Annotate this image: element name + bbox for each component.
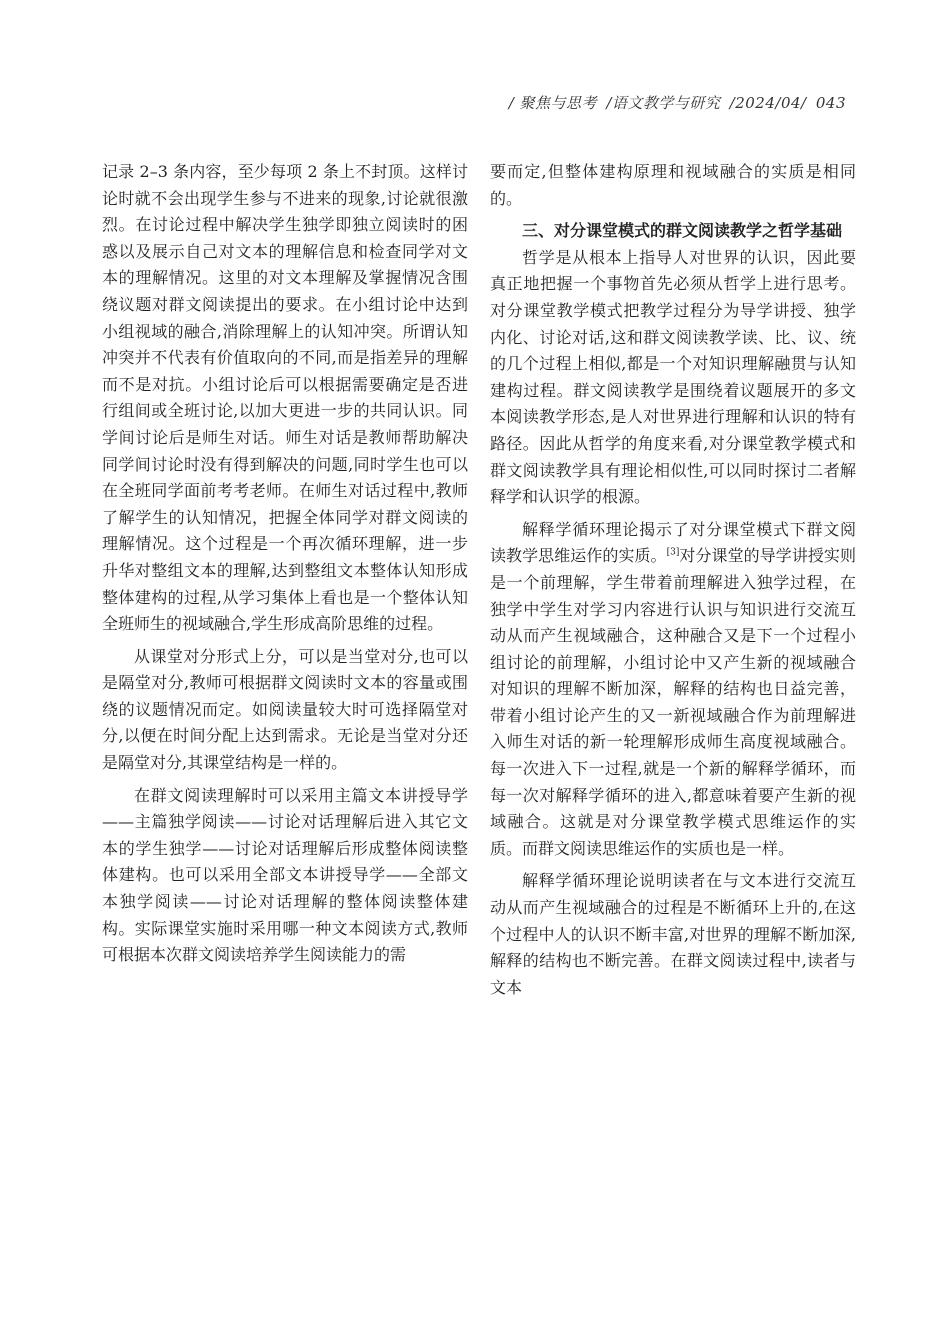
paragraph: 在群文阅读理解时可以采用主篇文本讲授导学——主篇独学阅读——讨论对话理解后进入其它文本的学生独学——讨论对话理解后形成整体阅读整体建构。也可以采用全部文本讲授导学——全部文本独学阅读——讨论对话理解的整体阅读整体建构。实际课堂实施时采用哪一种文本阅读方式,教师可根据本次群文阅读培养学生阅读能力的需 xyxy=(102,785,468,965)
paragraph-text: 解释学循环理论揭示了对分课堂模式下群文阅读教学思维运作的实质。 xyxy=(490,519,856,566)
header-page-number: 043 xyxy=(815,94,846,112)
paragraph: 从课堂对分形式上分，可以是当堂对分,也可以是隔堂对分,教师可根据群文阅读时文本的容量或围绕的议题情况而定。如阅读量较大时可选择隔堂对分,以便在时间分配上达到需求。无论是当堂对分还是隔堂对分,其课堂结构是一样的。 xyxy=(102,646,468,773)
paragraph: 记录 2–3 条内容，至少每项 2 条上不封顶。这样讨论时就不会出现学生参与不进来的现象,讨论就很激烈。在讨论过程中解决学生独学即独立阅读时的困惑以及展示自己对文本的理解信息和检查同学对文本的理解情况。这里的对文本理解及掌握情况含围绕议题对群文阅读提出的要求。在小组讨论中达到小组视域的融合,消除理解上的认知冲突。所谓认知冲突并不代表有价值取向的不同,而是指差异的理解而不是对抗。小组讨论后可以根据需要确定是否进行组间或全班讨论,以加大更进一步的共同认识。同学间讨论后是师生对话。师生对话是教师帮助解决同学间讨论时没有得到解决的问题,同时学生也可以在全班同学面前考考老师。在师生对话过程中,教师了解学生的认知情况，把握全体同学对群文阅读的理解情况。这个过程是一个再次循环理解，进一步升华对整组文本的理解,达到整组文本整体认知形成整体建构的过程,从学习集体上看也是一个整体认知全班师生的视域融合,学生形成高阶思维的过程。 xyxy=(102,162,468,634)
header-journal: /语文教学与研究 xyxy=(606,94,721,112)
left-column xyxy=(102,159,468,969)
paragraph: 哲学是从根本上指导人对世界的认识，因此要真正地把握一个事物首先必须从哲学上进行思考。对分课堂教学模式把教学过程分为导学讲授、独学内化、讨论对话,这和群文阅读教学读、比、议、统的几个过程上相似,都是一个对知识理解融贯与认知建构过程。群文阅读教学是围绕着议题展开的多文本阅读教学形态,是人对世界进行理解和认识的特有路径。因此从哲学的角度来看,对分课堂教学模式和群文阅读教学具有理论相似性,可以同时探讨二者解释学和认识学的根源。 xyxy=(490,247,856,507)
paragraph xyxy=(490,517,856,863)
paragraph: 要而定,但整体建构原理和视域融合的实质是相同的。 xyxy=(490,162,856,208)
section-heading: 三、对分课堂模式的群文阅读教学之哲学基础 xyxy=(522,221,843,241)
header-section: / 聚焦与思考 xyxy=(508,94,598,112)
right-column xyxy=(490,159,856,1001)
paragraph: 解释学循环理论说明读者在与文本进行交流互动从而产生视域融合的过程是不断循环上升的,在这个过程中人的认识不断丰富,对世界的理解不断加深,解释的结构也不断完善。在群文阅读过程中,读者与文本 xyxy=(490,871,856,997)
running-header xyxy=(507,92,848,113)
citation-ref: [3] xyxy=(666,547,680,558)
header-issue: /2024/04/ xyxy=(729,94,807,112)
paragraph-text: 对分课堂的导学讲授实则是一个前理解，学生带着前理解进入独学过程，在独学中学生对学习内容进行认识与知识进行交流互动从而产生视域融合，这种融合又是下一个过程小组讨论的前理解，小组讨论中又产生新的视域融合对知识的理解不断加深，解释的结构也日益完善，带着小组讨论产生的又一新视域融合作为前理解进入师生对话的新一轮理解形成师生高度视域融合。每一次进入下一过程,就是一个新的解释学循环，而每一次对解释学循环的进入,都意味着要产生新的视域融合。这就是对分课堂教学模式思维运作的实质。而群文阅读思维运作的实质也是一样。 xyxy=(490,546,856,858)
